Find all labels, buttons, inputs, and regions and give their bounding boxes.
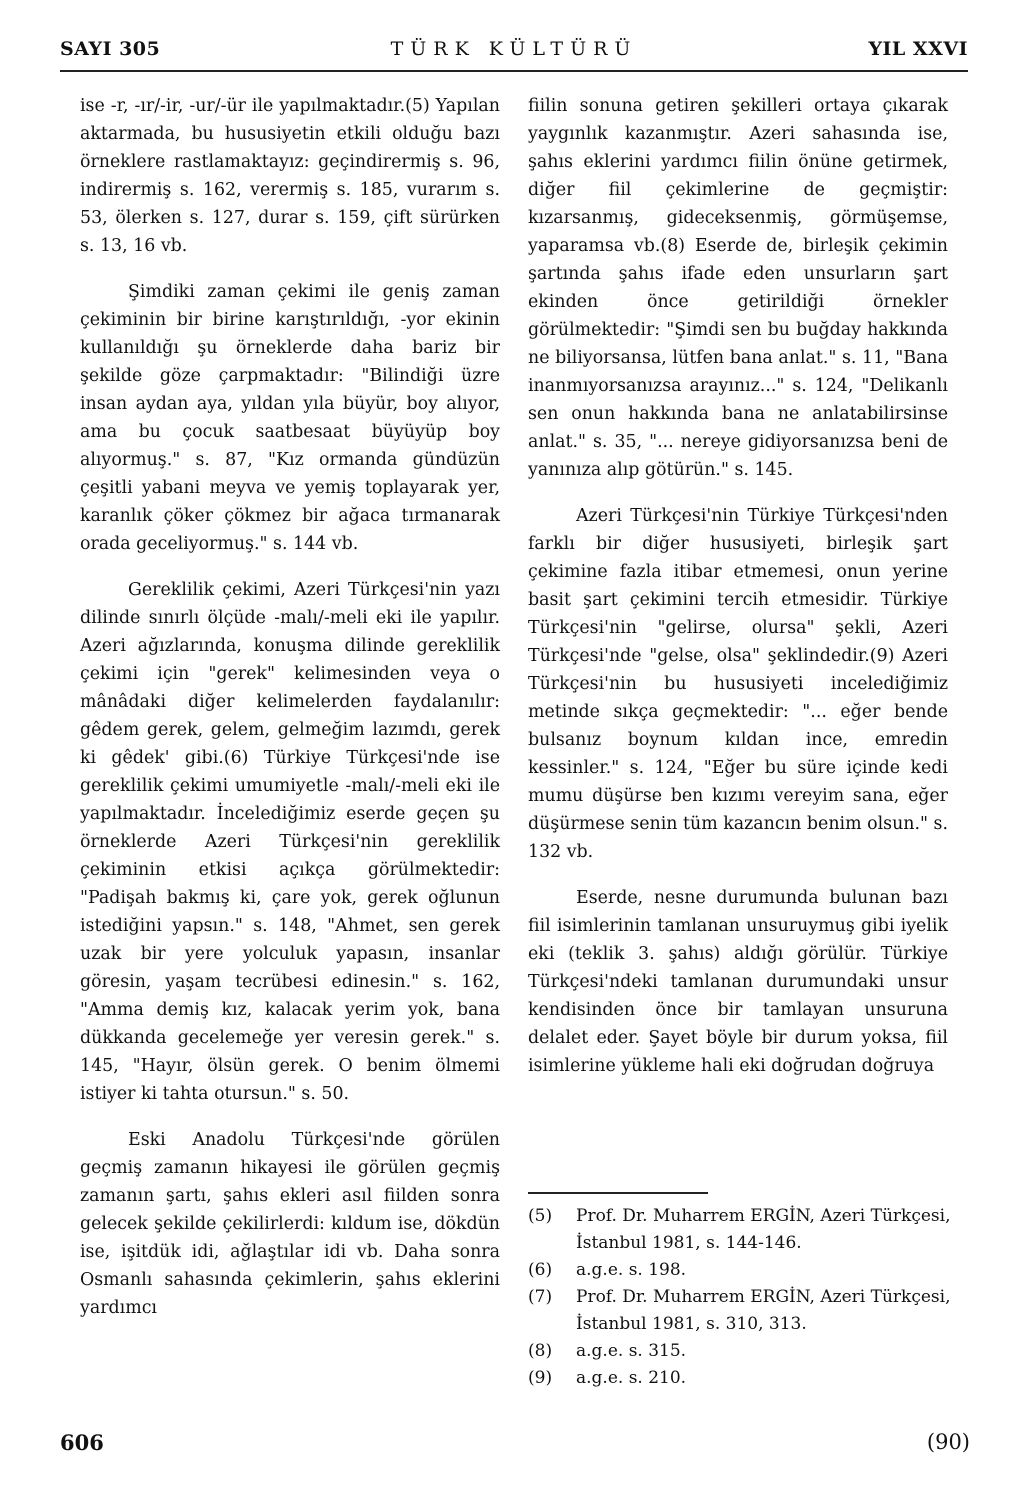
footnote-6 <box>528 1257 968 1284</box>
footnotes <box>528 1203 968 1392</box>
footnote-text: a.g.e. s. 210. <box>576 1368 687 1388</box>
journal-title: TÜRK KÜLTÜRÜ <box>390 38 638 60</box>
right-column <box>528 92 948 1098</box>
footnote-9 <box>528 1365 968 1392</box>
volume-year: YIL XXVI <box>868 38 968 60</box>
footnote-number: (6) <box>528 1260 553 1280</box>
issue-number: SAYI 305 <box>60 38 161 60</box>
left-paragraph-2: Şimdiki zaman çekimi ile geniş zaman çekiminin bir birine karıştırıldığı, -yor ekinin kullanıldığı şu örneklerde daha bariz bir şekilde göze çarpmaktadır: "Bilindiği üzre insan aydan aya, yıldan yıla büyür, boy alıyor, ama bu çocuk saatbesaat büyüyüp boy alıyormuş." s. 87, "Kız ormanda gündüzün çeşitli yabani meyva ve yemiş toplayarak yer, karanlık çöker çökmez bir ağaca tırmanarak orada geceliyormuş." s. 144 vb. <box>80 282 500 554</box>
footnote-number: (9) <box>528 1368 553 1388</box>
page-number: 606 <box>60 1430 104 1455</box>
article-page-number: (90) <box>926 1430 970 1454</box>
footnote-5 <box>528 1203 968 1257</box>
footnote-text: a.g.e. s. 198. <box>576 1260 687 1280</box>
left-column <box>80 92 500 1340</box>
right-paragraph-2: Azeri Türkçesi'nin Türkiye Türkçesi'nden farklı bir diğer hususiyeti, birleşik şart çekimine fazla itibar etmemesi, onun yerine basit şart çekimini tercih etmesidir. Türkiye Türkçesi'nin "gelirse, olursa" şekli, Azeri Türkçesi'nde "gelse, olsa" şeklindedir.(9) Azeri Türkçesi'nin bu hususiyeti incelediğimiz metinde sıkça geçmektedir: "... eğer bende bulsanız boynum kıldan ince, emredin kessinler." s. 124, "Eğer bu süre içinde kedi mumu düşürse ben kızımı vereyim sana, eğer düşürmese senin tüm kazancın benim olsun." s. 132 vb. <box>528 506 948 862</box>
right-paragraph-3: Eserde, nesne durumunda bulunan bazı fiil isimlerinin tamlanan unsuruymuş gibi iyelik eki (teklik 3. şahıs) aldığı görülür. Türkiye Türkçesi'ndeki tamlanan durumundaki unsur kendisinden önce bir tamlayan unsuruna delalet eder. Şayet böyle bir durum yoksa, fiil isimlerine yükleme hali eki doğrudan doğruya <box>528 888 948 1076</box>
footnote-number: (5) <box>528 1206 553 1226</box>
left-paragraph-3: Gereklilik çekimi, Azeri Türkçesi'nin yazı dilinde sınırlı ölçüde -malı/-meli eki ile yapılır. Azeri ağızlarında, konuşma dilinde gereklilik çekimi için "gerek" kelimesinden veya o mânâdaki diğer kelimelerden faydalanılır: gêdem gerek, gelem, gelmeğim lazımdı, gerek ki gêdek' gibi.(6) Türkiye Türkçesi'nde ise gereklilik çekimi umumiyetle -malı/-meli eki ile yapılmaktadır. İncelediğimiz eserde geçen şu örneklerde Azeri Türkçesi'nin gereklilik çekiminin etkisi açıkça görülmektedir: "Padişah bakmış ki, çare yok, gerek oğlunun istediğini yapsın." s. 148, "Ahmet, sen gerek uzak bir yere yolculuk yapasın, insanlar göresin, yaşam tecrübesi edinesin." s. 162, "Amma demiş kız, kalacak yerim yok, bana dükkanda gecelemeğe yer veresin gerek." s. 145, "Hayır, ölsün gerek. O benim ölmemi istiyer ki tahta otursun." s. 50. <box>80 580 500 1104</box>
footnote-number: (7) <box>528 1287 553 1307</box>
footnote-rule <box>528 1192 708 1194</box>
footnote-text: Prof. Dr. Muharrem ERGİN, Azeri Türkçesi, İstanbul 1981, s. 310, 313. <box>576 1287 951 1334</box>
footnote-number: (8) <box>528 1341 553 1361</box>
footnote-text: a.g.e. s. 315. <box>576 1341 687 1361</box>
left-paragraph-4: Eski Anadolu Türkçesi'nde görülen geçmiş zamanın hikayesi ile görülen geçmiş zamanın şartı, şahıs ekleri asıl fiilden sonra gelecek şekilde çekilirlerdi: kıldum ise, dökdün ise, işitdük idi, ağlaştılar idi vb. Daha sonra Osmanlı sahasında çekimlerin, şahıs eklerini yardımcı <box>80 1130 500 1318</box>
running-header <box>60 28 968 68</box>
footnote-text: Prof. Dr. Muharrem ERGİN, Azeri Türkçesi, İstanbul 1981, s. 144-146. <box>576 1206 951 1253</box>
footnote-7 <box>528 1284 968 1338</box>
left-paragraph-1: ise -r, -ır/-ir, -ur/-ür ile yapılmaktadır.(5) Yapılan aktarmada, bu hususiyetin etkili olduğu bazı örneklere rastlamaktayız: geçindirermiş s. 96, indirermiş s. 162, verermiş s. 185, vurarım s. 53, ölerken s. 127, durar s. 159, çift sürürken s. 13, 16 vb. <box>80 96 500 256</box>
header-rule <box>60 70 968 72</box>
footnote-8 <box>528 1338 968 1365</box>
right-paragraph-1: fiilin sonuna getiren şekilleri ortaya çıkarak yaygınlık kazanmıştır. Azeri sahasında ise, şahıs eklerini yardımcı fiilin önüne getirmek, diğer fiil çekimlerine de geçmiştir: kızarsanmış, gideceksenmiş, görmüşemse, yaparamsa vb.(8) Eserde de, birleşik çekimin şartında şahıs ifade eden unsurların şart ekinden önce getirildiği örnekler görülmektedir: "Şimdi sen bu buğday hakkında ne biliyorsansa, lütfen bana anlat." s. 11, "Bana inanmıyorsanızsa arayınız..." s. 124, "Delikanlı sen onun hakkında bana ne anlatabilirsinse anlat." s. 35, "... nereye gidiyorsanızsa beni de yanınıza alıp götürün." s. 145. <box>528 96 948 480</box>
